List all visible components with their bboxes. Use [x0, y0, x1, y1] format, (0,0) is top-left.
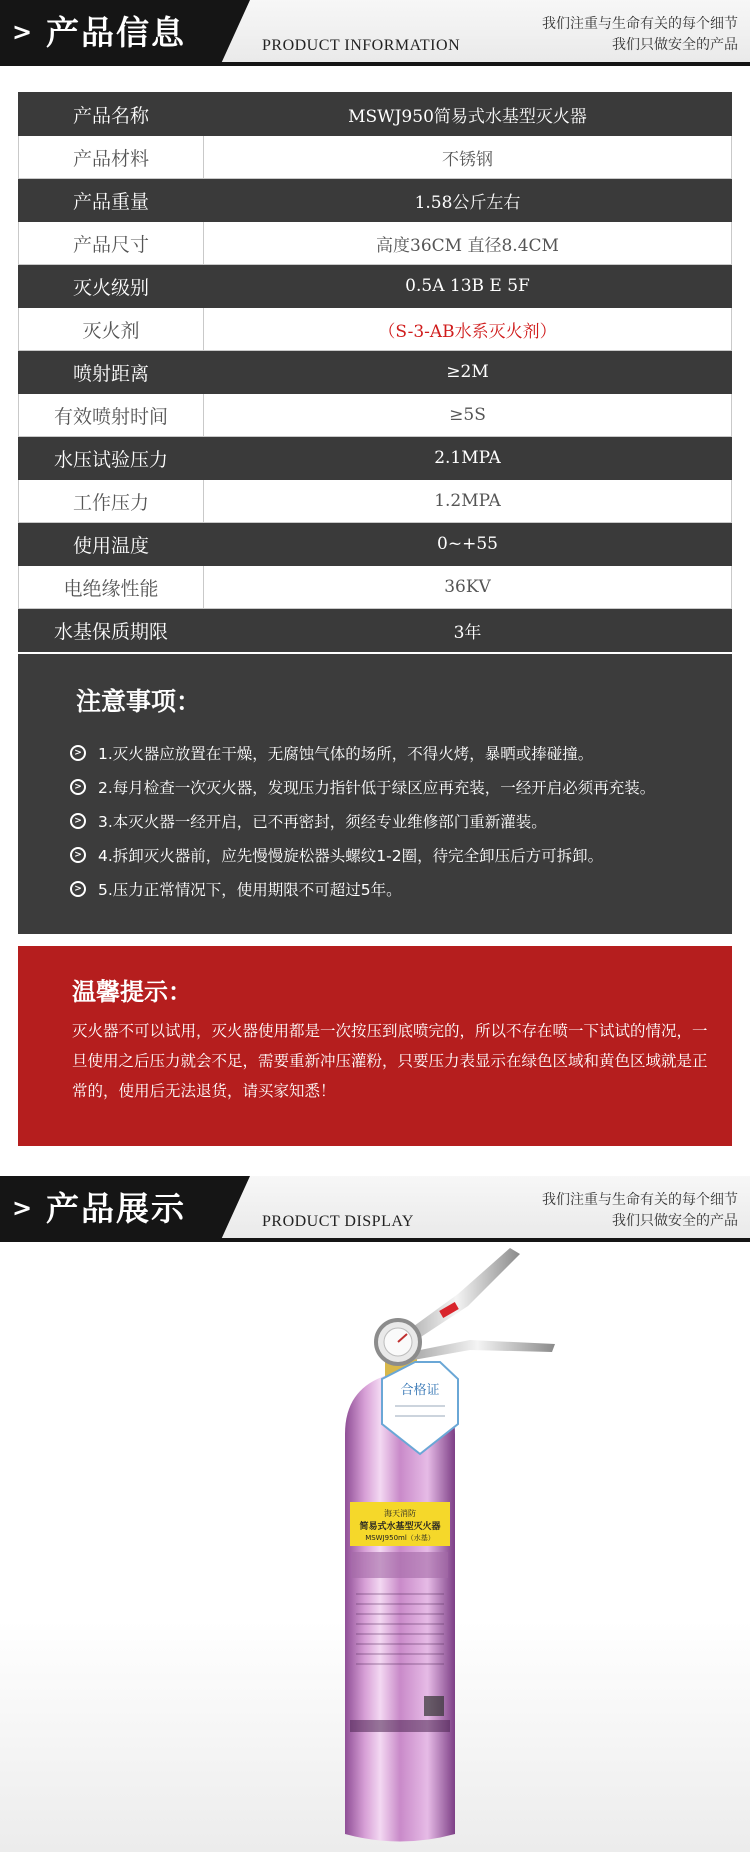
notice-text: 1.灭火器应放置在干燥，无腐蚀气体的场所，不得火烤，暴晒或捧碰撞。: [98, 745, 594, 763]
spec-row: [19, 523, 732, 566]
spec-value: （S-3-AB水系灭火剂）: [204, 308, 732, 351]
spec-value: 不锈钢: [204, 136, 732, 179]
slogan-line-1: 我们注重与生命有关的每个细节: [542, 16, 738, 32]
spec-row: [19, 308, 732, 351]
circle-arrow-icon: >: [70, 847, 86, 863]
notice-text: 2.每月检查一次灭火器，发现压力指针低于绿区应再充装，一经开启必须再充装。: [98, 779, 656, 797]
product-info-subtitle: PRODUCT INFORMATION: [262, 37, 461, 54]
product-display-banner: [0, 1176, 750, 1242]
spec-value: 2.1MPA: [204, 437, 732, 480]
tips-body: 灭火器不可以试用，灭火器使用都是一次按压到底喷完的，所以不存在喷一下试试的情况，一旦使用之后压力就会不足，需要重新冲压灌粉，只要压力表显示在绿色区域和黄色区域就是正常的，使用后无法退货，请买家知悉！: [72, 1022, 708, 1100]
spec-label: 有效喷射时间: [19, 394, 204, 437]
spec-label: 水压试验压力: [19, 437, 204, 480]
spec-label: 产品名称: [19, 93, 204, 136]
notice-panel: [18, 654, 732, 934]
spec-label: 灭火剂: [19, 308, 204, 351]
hang-tag-title: 合格证: [400, 1383, 440, 1398]
bottle-body: [345, 1372, 455, 1842]
slogan-line-2: 我们只做安全的产品: [612, 1213, 738, 1229]
notice-item: [70, 872, 655, 906]
banner-underline: [0, 1238, 750, 1242]
circle-arrow-icon: >: [70, 745, 86, 761]
spec-label: 使用温度: [19, 523, 204, 566]
spec-value: ≥5S: [204, 394, 732, 437]
spec-row: [19, 179, 732, 222]
notice-text: 4.拆卸灭火器前，应先慢慢旋松器头螺纹1-2圈，待完全卸压后方可拆卸。: [98, 847, 604, 865]
banner-slogan: [542, 1190, 738, 1232]
notice-item: [70, 838, 655, 872]
spec-value: 1.2MPA: [204, 480, 732, 523]
notice-text: 5.压力正常情况下，使用期限不可超过5年。: [98, 881, 402, 899]
spec-row: [19, 437, 732, 480]
spec-label: 水基保质期限: [19, 609, 204, 652]
spec-row: [19, 394, 732, 437]
notice-item: [70, 736, 655, 770]
warm-tips-panel: [18, 946, 732, 1146]
spec-row: [19, 566, 732, 609]
spec-value: 36KV: [204, 566, 732, 609]
tips-title: 温馨提示：: [72, 978, 192, 1006]
spec-value: 0~+55: [204, 523, 732, 566]
chevron-right-icon: >: [12, 18, 33, 46]
spec-row: [19, 265, 732, 308]
product-info-banner: [0, 0, 750, 66]
carry-handle: [400, 1340, 555, 1362]
spec-row: [19, 136, 732, 179]
slogan-line-1: 我们注重与生命有关的每个细节: [542, 1192, 738, 1208]
slogan-line-2: 我们只做安全的产品: [612, 37, 738, 53]
spec-value: 3年: [204, 609, 732, 652]
spec-value: 高度36CM 直径8.4CM: [204, 222, 732, 265]
spec-value: 0.5A 13B E 5F: [204, 265, 732, 308]
circle-arrow-icon: >: [70, 881, 86, 897]
product-display-subtitle: PRODUCT DISPLAY: [262, 1213, 414, 1230]
spec-label: 喷射距离: [19, 351, 204, 394]
qr-code: [424, 1696, 444, 1716]
spec-label: 电绝缘性能: [19, 566, 204, 609]
label-title: 简易式水基型灭火器: [359, 1522, 441, 1532]
spec-row: [19, 480, 732, 523]
label-footer-bar: [350, 1720, 450, 1732]
spec-label: 产品材料: [19, 136, 204, 179]
spec-value: 1.58公斤左右: [204, 179, 732, 222]
notice-text: 3.本灭火器一经开启，已不再密封，须经专业维修部门重新灌装。: [98, 813, 547, 831]
circle-arrow-icon: >: [70, 779, 86, 795]
chevron-right-icon: >: [12, 1194, 33, 1222]
spec-label: 工作压力: [19, 480, 204, 523]
spec-label: 产品尺寸: [19, 222, 204, 265]
banner-slogan: [542, 14, 738, 56]
circle-arrow-icon: >: [70, 813, 86, 829]
notice-item: [70, 804, 655, 838]
spec-row: [19, 351, 732, 394]
spec-value: ≥2M: [204, 351, 732, 394]
spec-label: 产品重量: [19, 179, 204, 222]
spec-value: MSWJ950简易式水基型灭火器: [204, 93, 732, 136]
spec-row: [19, 93, 732, 136]
product-info-title: 产品信息: [46, 13, 186, 52]
spec-row: [19, 609, 732, 652]
notice-item: [70, 770, 655, 804]
product-display-title: 产品展示: [46, 1189, 186, 1228]
label-brand: 海天消防: [384, 1509, 416, 1518]
label-model: MSWJ950ml（水基）: [365, 1534, 435, 1542]
fire-extinguisher-image: [0, 1244, 750, 1852]
notice-list: [70, 736, 655, 906]
product-display-area: [0, 1244, 750, 1852]
spec-label: 灭火级别: [19, 265, 204, 308]
pictogram-strip: [352, 1552, 448, 1578]
spec-row: [19, 222, 732, 265]
banner-underline: [0, 62, 750, 66]
notice-title: 注意事项：: [76, 687, 202, 716]
spec-table: [18, 92, 732, 652]
